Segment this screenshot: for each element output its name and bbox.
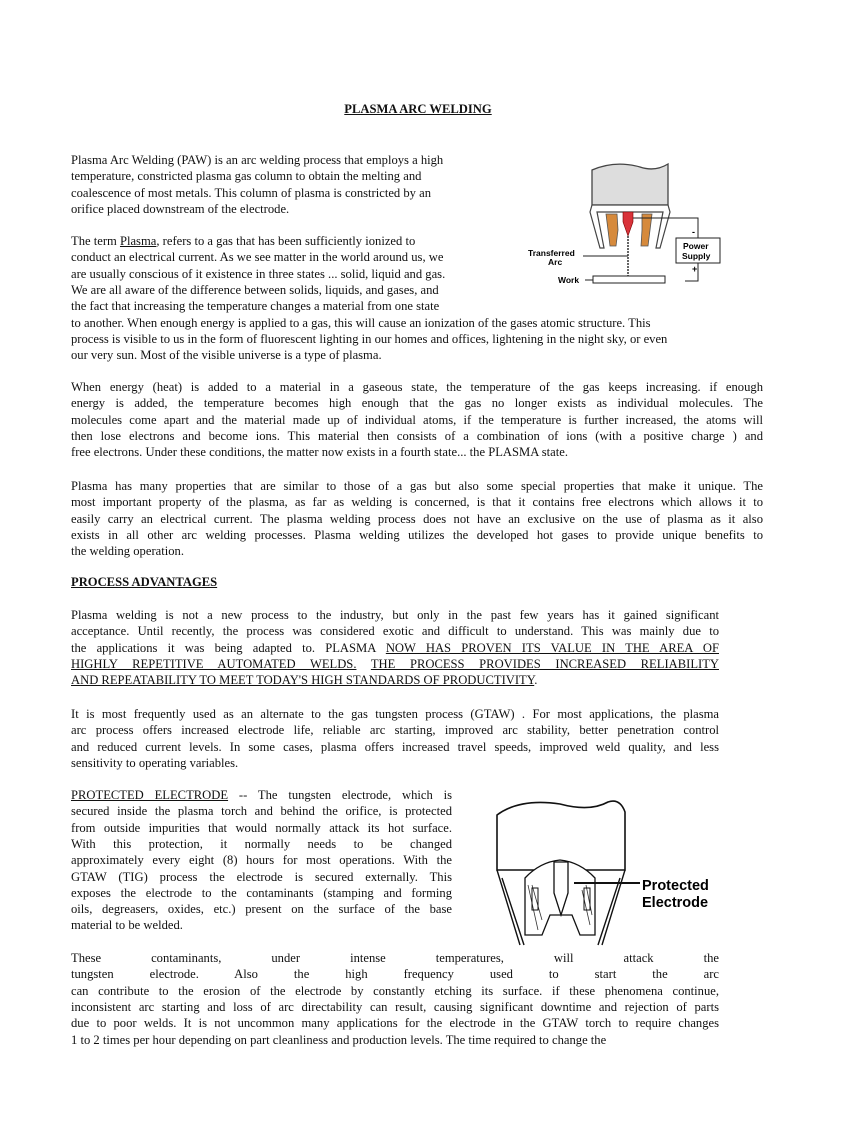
paragraph-6-line: [71, 917, 452, 933]
label-power: Power: [683, 241, 709, 251]
paragraph-2-line: [71, 428, 763, 444]
text-segment: approximately every eight (8) hours for most operations. With the: [71, 853, 452, 868]
label-electrode: Electrode: [642, 895, 709, 911]
paragraph-7-line: [71, 983, 719, 999]
text-segment: oils, degreasers, oxides, etc.) present on the surface of the base: [71, 902, 452, 917]
paragraph-1-line: [71, 249, 501, 265]
text-segment: temperature, constricted plasma gas column to obtain the melting and: [71, 169, 422, 184]
label-plus: +: [692, 264, 698, 274]
paragraph-3-line: [71, 543, 763, 559]
paragraph-0-line: [71, 185, 501, 201]
paragraph-6-line: [71, 820, 452, 836]
protected-electrode-diagram: [480, 790, 730, 950]
underlined-text: THE PROCESS PROVIDES INCREASED RELIABILITY: [370, 656, 719, 671]
text-segment: most important property of the plasma, as far as welding is concerned, is that it contains free electrons which allows it to: [71, 495, 763, 510]
underlined-text: NOW HAS PROVEN ITS VALUE IN THE AREA OF: [385, 640, 719, 655]
torch-body: [592, 164, 668, 205]
text-segment: -- The tungsten electrode, which is: [228, 788, 452, 802]
paragraph-5-line: [71, 706, 719, 722]
nozzle-insert-right: [641, 214, 652, 246]
paragraph-3-line: [71, 511, 763, 527]
paragraph-4-line: [71, 607, 719, 623]
label-transferred: Transferred: [528, 248, 575, 258]
paragraph-6-line: [71, 787, 452, 803]
paragraph-2-line: [71, 395, 763, 411]
paragraph-1-line: [71, 347, 501, 363]
label-protected: Protected: [642, 878, 709, 894]
paragraph-4-line: [71, 656, 719, 672]
text-segment: the fact that increasing the temperature changes a material from one state: [71, 299, 440, 314]
paragraph-3-line: [71, 527, 763, 543]
paragraph-1-line: [71, 331, 668, 347]
section-heading-process-advantages: PROCESS ADVANTAGES: [71, 575, 218, 589]
text-segment: energy is added, the temperature becomes high enough that the gas no longer exists as individual molecules. The: [71, 396, 763, 411]
text-segment: acceptance. Until recently, the process was considered exotic and difficult to understand. This was mainly due to: [71, 624, 719, 639]
text-segment: can contribute to the erosion of the electrode by constantly etching its surface. if these phenomena continue,: [71, 983, 719, 998]
underlined-text: Plasma: [119, 234, 157, 248]
text-segment: easily carry an electrical current. The plasma welding process does not have an exclusive on the use of plasma as it also: [71, 511, 763, 526]
text-segment: With this protection, it normally needs to be changed: [71, 836, 452, 851]
paragraph-5-line: [71, 722, 719, 738]
paragraph-5-line: [71, 739, 719, 755]
text-segment: due to poor welds. It is not uncommon many applications for the electrode in the GTAW torch to require changes: [71, 1016, 719, 1031]
text-segment: 1 to 2 times per hour depending on part cleanliness and production levels. The time required to change the: [71, 1032, 607, 1047]
underlined-text: PROTECTED ELECTRODE: [71, 788, 229, 802]
text-segment: .: [534, 673, 538, 688]
paragraph-0-line: [71, 152, 501, 168]
text-segment: material to be welded.: [71, 918, 183, 933]
text-segment: to another. When enough energy is applied to a gas, this will cause an ionization of the gases atomic structure. This: [71, 315, 651, 330]
work-plate: [593, 276, 665, 283]
text-segment: exposes the electrode to the contaminants (stamping and forming: [71, 885, 452, 900]
paragraph-6-line: [71, 803, 452, 819]
electrode-red: [623, 212, 633, 236]
text-segment: inconsistent arc starting and loss of arc directability can result, causing significant downtime and rejection of parts: [71, 999, 719, 1014]
paragraph-6-line: [71, 852, 452, 868]
text-segment: free electrons. Under these conditions, the matter now exists in a fourth state... the PLASMA state.: [71, 445, 568, 460]
text-segment: our very sun. Most of the visible universe is a type of plasma.: [71, 348, 382, 363]
text-segment: then lose electrons and become ions. This material then consists of a combination of ions (with a positive charge ) and: [71, 428, 763, 443]
underlined-text: AND REPEATABILITY TO MEET TODAY'S HIGH STANDARDS OF PRODUCTIVITY: [71, 673, 535, 688]
text-segment: Plasma Arc Welding (PAW) is an arc welding process that employs a high: [71, 153, 444, 167]
text-segment: orifice placed downstream of the electrode.: [71, 201, 290, 216]
label-supply: Supply: [682, 251, 711, 261]
nozzle-insert-left: [606, 214, 618, 246]
paragraph-3-line: [71, 478, 763, 494]
paragraph-1-line: [71, 233, 501, 249]
label-arc: Arc: [548, 257, 563, 267]
text-segment: Plasma welding is not a new process to the industry, but only in the past few years has it gained significant: [71, 608, 719, 622]
text-segment: GTAW (TIG) process the electrode is secured externally. This: [71, 869, 452, 884]
paragraph-4-line: [71, 640, 719, 656]
paragraph-2-line: [71, 379, 763, 395]
text-segment: These contaminants, under intense temperatures, will attack the: [71, 951, 719, 965]
paragraph-2-line: [71, 412, 763, 428]
label-minus: -: [692, 227, 695, 237]
text-segment: molecules come apart and the material made up of individual atoms, if the temperature is further increased, the atoms will: [71, 412, 763, 427]
paragraph-7-line: [71, 1032, 719, 1048]
paragraph-0-line: [71, 201, 501, 217]
text-segment: secured inside the plasma torch and behind the orifice, is protected: [71, 804, 452, 819]
paragraph-1-line: [71, 266, 501, 282]
paragraph-7-line: [71, 950, 719, 966]
text-segment: coalescence of most metals. This column of plasma is constricted by an: [71, 185, 431, 200]
paragraph-4-line: [71, 623, 719, 639]
paragraph-1-line: [71, 315, 651, 331]
text-segment: It is most frequently used as an alternate to the gas tungsten process (GTAW) . For most applications, the plasma: [71, 707, 719, 721]
text-segment: Plasma has many properties that are similar to those of a gas but also some special properties that make it unique. The: [71, 479, 763, 493]
paragraph-0-line: [71, 168, 501, 184]
text-segment: from outside impurities that would normally attack its hot surface.: [71, 820, 452, 835]
underlined-text: HIGHLY REPETITIVE AUTOMATED WELDS.: [71, 656, 357, 671]
text-segment: the applications it was being adapted to. PLASMA: [71, 640, 386, 655]
paragraph-5-line: [71, 755, 719, 771]
page-title: PLASMA ARC WELDING: [344, 102, 492, 116]
paragraph-6-line: [71, 885, 452, 901]
plasma-arc-diagram: [520, 150, 730, 300]
paragraph-4-line: [71, 672, 719, 688]
text-segment: We are all aware of the difference between solids, liquids, and gases, and: [71, 282, 439, 297]
paragraph-7-line: [71, 1015, 719, 1031]
text-segment: When energy (heat) is added to a material in a gaseous state, the temperature of the gas keeps increasing. if enough: [71, 380, 763, 394]
text-segment: [356, 657, 370, 671]
text-segment: process is visible to us in the form of fluorescent lighting in our homes and offices, lightening in the night sky, or even: [71, 331, 668, 346]
paragraph-6-line: [71, 836, 452, 852]
text-segment: are usually conscious of it existence in three states ... solid, liquid and gas.: [71, 266, 446, 281]
text-segment: , refers to a gas that has been sufficiently ionized to: [156, 234, 416, 248]
text-segment: sensitivity to operating variables.: [71, 755, 239, 770]
text-segment: the welding operation.: [71, 544, 184, 559]
paragraph-6-line: [71, 901, 452, 917]
text-segment: arc process offers increased electrode life, reliable arc starting, improved arc stability, better penetration control: [71, 723, 719, 738]
paragraph-2-line: [71, 444, 763, 460]
label-work: Work: [558, 275, 580, 285]
paragraph-3-line: [71, 494, 763, 510]
text-segment: exists in all other arc welding processes. Plasma welding utilizes the developed hot gases to provide unique benefits to: [71, 527, 763, 542]
paragraph-6-line: [71, 869, 452, 885]
text-segment: conduct an electrical current. As we see matter in the world around us, we: [71, 250, 444, 265]
paragraph-7-line: [71, 999, 719, 1015]
text-segment: and reduced current levels. In some cases, plasma offers increased travel speeds, improved weld quality, and less: [71, 739, 719, 754]
text-segment: The term: [71, 234, 120, 248]
paragraph-1-line: [71, 298, 501, 314]
paragraph-1-line: [71, 282, 501, 298]
text-segment: tungsten electrode. Also the high frequency used to start the arc: [71, 967, 719, 982]
paragraph-7-line: [71, 966, 719, 982]
